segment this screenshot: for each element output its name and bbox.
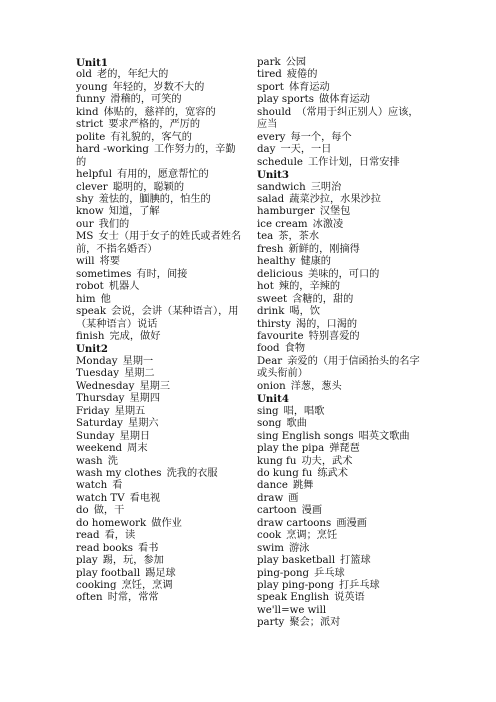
chinese-meaning: 健康的 xyxy=(300,256,331,268)
chinese-meaning: 工作计划，日常安排 xyxy=(308,156,400,168)
english-word: thirsty xyxy=(257,318,291,330)
vocab-entry xyxy=(257,493,423,505)
chinese-meaning: 练武术 xyxy=(317,467,348,479)
english-word: sometimes xyxy=(76,268,132,280)
chinese-meaning: 烹饪，烹调 xyxy=(121,580,173,592)
unit-title: Unit1 xyxy=(76,57,108,69)
english-word: finish xyxy=(76,330,105,342)
english-word: Friday xyxy=(76,405,110,417)
vocab-entry xyxy=(76,580,242,592)
chinese-meaning: 含糖的，甜的 xyxy=(292,293,354,305)
vocab-entry xyxy=(76,269,242,281)
chinese-meaning: 公园 xyxy=(285,57,307,68)
english-word: Sunday xyxy=(76,430,115,442)
chinese-meaning: 时常，常常 xyxy=(107,592,159,604)
unit-heading xyxy=(76,343,242,355)
chinese-meaning: 体贴的，慈祥的，宽容的 xyxy=(103,106,216,118)
vocab-entry xyxy=(257,82,423,94)
english-word: favourite xyxy=(257,330,304,342)
vocab-entry xyxy=(257,219,423,231)
chinese-meaning: 他 xyxy=(100,293,111,305)
chinese-meaning: 机器人 xyxy=(108,281,140,293)
vocab-entry xyxy=(76,592,242,604)
vocab-entry xyxy=(76,381,242,393)
english-word: cooking xyxy=(76,580,117,592)
english-word: sing English songs xyxy=(257,430,354,442)
chinese-meaning: 会说，会讲（某种语言），用（某种语言）说话 xyxy=(76,306,239,330)
english-word: kind xyxy=(76,106,99,118)
chinese-meaning: 游泳 xyxy=(288,542,310,554)
chinese-meaning: 画漫画 xyxy=(336,517,367,529)
chinese-meaning: 说英语 xyxy=(334,592,365,604)
vocab-entry xyxy=(76,119,242,131)
chinese-meaning: 洗 xyxy=(107,455,118,467)
vocab-entry xyxy=(257,94,423,106)
right-vocab-column xyxy=(257,57,423,630)
english-word: play sports xyxy=(257,94,314,106)
english-word: play football xyxy=(76,567,141,579)
vocab-entry xyxy=(257,244,423,256)
english-word: Dear xyxy=(257,355,283,367)
vocab-entry xyxy=(76,555,242,567)
chinese-meaning: 要求严格的，严厉的 xyxy=(108,119,201,131)
english-word: draw xyxy=(257,492,284,504)
unit-heading xyxy=(257,393,423,405)
vocab-entry xyxy=(257,480,423,492)
english-word: polite xyxy=(76,131,106,143)
english-word: ping-pong xyxy=(257,567,310,579)
vocab-entry xyxy=(257,468,423,480)
vocab-entry xyxy=(257,281,423,293)
vocab-entry xyxy=(257,69,423,81)
vocab-entry xyxy=(76,132,242,144)
english-word: kung fu xyxy=(257,455,297,467)
chinese-meaning: 三明治 xyxy=(310,181,342,193)
vocab-entry xyxy=(257,518,423,530)
english-word: salad xyxy=(257,193,285,205)
vocab-entry xyxy=(76,306,242,331)
vocab-entry xyxy=(76,431,242,443)
vocab-entry xyxy=(76,493,242,505)
chinese-meaning: 知道，了解 xyxy=(108,206,160,218)
chinese-meaning: 茶，茶水 xyxy=(278,231,320,243)
vocab-entry xyxy=(257,182,423,194)
english-word: read books xyxy=(76,542,133,554)
chinese-meaning: 功夫，武术 xyxy=(301,455,353,467)
chinese-meaning: 体育运动 xyxy=(288,81,330,93)
english-word: swim xyxy=(257,542,284,554)
chinese-meaning: 做作业 xyxy=(151,517,182,529)
vocab-entry xyxy=(76,194,242,206)
english-word: delicious xyxy=(257,268,303,280)
vocab-entry xyxy=(257,605,423,617)
vocab-entry xyxy=(257,592,423,604)
vocab-entry xyxy=(76,518,242,530)
chinese-meaning: 打乒乓球 xyxy=(338,580,380,592)
english-word: wash xyxy=(76,455,103,467)
vocab-entry xyxy=(257,107,423,132)
english-word: shy xyxy=(76,193,94,205)
english-word: MS xyxy=(76,231,94,243)
vocab-entry xyxy=(257,294,423,306)
unit-title: Unit3 xyxy=(257,169,289,182)
english-word: old xyxy=(76,69,92,81)
english-word: hamburger xyxy=(257,206,315,218)
english-word: every xyxy=(257,131,286,143)
vocab-entry xyxy=(257,431,423,443)
vocab-entry xyxy=(257,530,423,542)
english-word: drink xyxy=(257,306,285,318)
chinese-meaning: 做，干 xyxy=(93,505,125,517)
english-word: we'll=we will xyxy=(257,604,327,616)
vocab-entry xyxy=(257,57,423,69)
vocab-entry xyxy=(76,231,242,256)
chinese-meaning: 唱英文歌曲 xyxy=(358,430,410,442)
chinese-meaning: 老的，年纪大的 xyxy=(97,69,169,81)
english-word: our xyxy=(76,218,94,230)
english-word: schedule xyxy=(257,156,303,168)
chinese-meaning: 做体育运动 xyxy=(319,94,370,106)
vocab-entry xyxy=(257,505,423,517)
chinese-meaning: 疲倦的 xyxy=(286,69,318,81)
vocab-entry xyxy=(76,505,242,517)
english-word: hard -working xyxy=(76,144,149,156)
english-word: song xyxy=(257,418,282,430)
vocab-entry xyxy=(76,182,242,194)
chinese-meaning: 辣的，辛辣的 xyxy=(278,281,341,293)
chinese-meaning: 年轻的，岁数不大的 xyxy=(112,81,205,93)
chinese-meaning: 漫画 xyxy=(301,505,323,517)
vocab-entry xyxy=(257,269,423,281)
vocab-entry xyxy=(257,555,423,567)
chinese-meaning: 洋葱，葱头 xyxy=(290,380,342,392)
vocab-entry xyxy=(76,69,242,81)
vocab-entry xyxy=(76,82,242,94)
vocab-entry xyxy=(257,568,423,580)
english-word: day xyxy=(257,144,276,156)
vocab-entry xyxy=(76,443,242,455)
vocab-entry xyxy=(76,281,242,293)
vocab-entry xyxy=(257,256,423,268)
vocab-entry xyxy=(76,468,242,480)
english-word: cook xyxy=(257,530,282,542)
english-word: draw cartoons xyxy=(257,517,332,529)
vocab-entry xyxy=(76,543,242,555)
english-word: onion xyxy=(257,380,286,392)
english-word: speak English xyxy=(257,592,330,604)
english-word: fresh xyxy=(257,243,284,255)
english-word: sandwich xyxy=(257,181,306,193)
english-word: speak xyxy=(76,306,107,318)
vocab-entry xyxy=(76,393,242,405)
vocab-entry xyxy=(76,219,242,231)
english-word: robot xyxy=(76,281,104,293)
english-word: strict xyxy=(76,119,104,131)
vocab-entry xyxy=(76,568,242,580)
chinese-meaning: 一天，一日 xyxy=(280,144,332,156)
chinese-meaning: 踢，玩，参加 xyxy=(102,555,164,567)
chinese-meaning: 跳舞 xyxy=(293,480,314,492)
vocab-entry xyxy=(257,617,423,629)
english-word: Thursday xyxy=(76,393,125,405)
vocab-entry xyxy=(76,406,242,418)
english-word: Wednesday xyxy=(76,380,135,392)
chinese-meaning: 聪明的，聪颖的 xyxy=(112,181,185,193)
english-word: food xyxy=(257,343,280,355)
chinese-meaning: 我们的 xyxy=(98,218,130,230)
vocab-entry xyxy=(257,132,423,144)
vocab-entry xyxy=(76,169,242,181)
vocab-entry xyxy=(257,443,423,455)
chinese-meaning: 星期一 xyxy=(122,355,154,367)
vocab-entry xyxy=(257,580,423,592)
english-word: Monday xyxy=(76,355,118,367)
english-word: do kung fu xyxy=(257,467,313,479)
chinese-meaning: 女士（用于女子的姓氏或者姓名前，不指名婚否） xyxy=(76,231,242,255)
english-word: clever xyxy=(76,181,108,193)
chinese-meaning: 有用的，愿意帮忙的 xyxy=(117,169,209,181)
chinese-meaning: 冰激凌 xyxy=(312,218,344,230)
english-word: should xyxy=(257,106,292,118)
unit-title: Unit4 xyxy=(257,393,289,406)
chinese-meaning: 新鲜的，刚摘得 xyxy=(288,243,360,255)
vocab-entry xyxy=(76,94,242,106)
english-word: play basketball xyxy=(257,555,336,567)
chinese-meaning: 蔬菜沙拉，水果沙拉 xyxy=(289,193,381,205)
chinese-meaning: 烹调；烹饪 xyxy=(286,530,338,542)
unit-heading xyxy=(76,57,242,69)
english-word: funny xyxy=(76,94,106,106)
english-word: hot xyxy=(257,281,274,293)
vocab-entry xyxy=(257,381,423,393)
chinese-meaning: 洗我的衣服 xyxy=(166,467,218,479)
vocab-entry xyxy=(257,319,423,331)
vocab-entry xyxy=(257,356,423,381)
english-word: ice cream xyxy=(257,218,308,230)
chinese-meaning: 星期日 xyxy=(119,430,151,442)
chinese-meaning: 看书 xyxy=(138,542,159,554)
chinese-meaning: 完成，做好 xyxy=(109,330,161,342)
chinese-meaning: 有礼貌的，客气的 xyxy=(110,131,192,143)
vocab-entry xyxy=(76,418,242,430)
vocab-entry xyxy=(76,456,242,468)
english-word: often xyxy=(76,592,103,604)
vocab-entry xyxy=(76,331,242,343)
chinese-meaning: 歌曲 xyxy=(286,418,307,430)
vocab-entry xyxy=(257,343,423,355)
vocab-entry xyxy=(257,331,423,343)
chinese-meaning: 星期五 xyxy=(114,405,146,417)
chinese-meaning: 星期六 xyxy=(128,418,159,430)
chinese-meaning: 滑稽的，可笑的 xyxy=(110,94,182,106)
chinese-meaning: 星期三 xyxy=(139,380,171,392)
chinese-meaning: 打篮球 xyxy=(340,555,371,567)
vocab-entry xyxy=(76,356,242,368)
chinese-meaning: 周末 xyxy=(127,443,148,455)
english-word: sing xyxy=(257,405,279,417)
chinese-meaning: 有时，间接 xyxy=(136,268,188,280)
chinese-meaning: 看电视 xyxy=(129,492,161,504)
chinese-meaning: 美味的，可口的 xyxy=(308,268,380,280)
chinese-meaning: 每一个，每个 xyxy=(290,131,352,143)
chinese-meaning: 星期四 xyxy=(129,393,161,405)
english-word: young xyxy=(76,81,108,93)
chinese-meaning: 聚会；派对 xyxy=(289,617,341,629)
chinese-meaning: 食物 xyxy=(284,343,306,355)
chinese-meaning: 亲爱的（用于信函抬头的名字或头衔前） xyxy=(257,355,420,380)
vocab-entry xyxy=(257,194,423,206)
english-word: helpful xyxy=(76,169,112,181)
chinese-meaning: 画 xyxy=(288,492,299,504)
vocab-entry xyxy=(76,368,242,380)
vocab-entry xyxy=(76,256,242,268)
vocab-entry xyxy=(76,294,242,306)
english-word: will xyxy=(76,256,95,268)
english-word: read xyxy=(76,530,100,542)
vocab-entry xyxy=(257,306,423,318)
unit-heading xyxy=(257,169,423,181)
english-word: tired xyxy=(257,69,282,81)
english-word: weekend xyxy=(76,443,123,455)
english-word: do xyxy=(76,505,89,517)
english-word: healthy xyxy=(257,256,296,268)
vocab-entry xyxy=(76,206,242,218)
chinese-meaning: 唱，唱歌 xyxy=(283,405,325,417)
english-word: tea xyxy=(257,231,274,243)
chinese-meaning: 渴的，口渴的 xyxy=(295,318,358,330)
vocab-entry xyxy=(257,406,423,418)
english-word: sport xyxy=(257,81,284,93)
vocab-entry xyxy=(257,456,423,468)
vocab-entry xyxy=(257,543,423,555)
english-word: watch TV xyxy=(76,492,125,504)
chinese-meaning: 看，读 xyxy=(104,530,136,542)
chinese-meaning: 将要 xyxy=(99,256,120,268)
english-word: play xyxy=(76,555,98,567)
unit-title: Unit2 xyxy=(76,343,108,356)
vocab-entry xyxy=(257,418,423,430)
vocab-entry xyxy=(76,144,242,169)
english-word: dance xyxy=(257,480,288,492)
chinese-meaning: 工作努力的，辛勤的 xyxy=(76,144,236,168)
english-word: cartoon xyxy=(257,505,297,517)
chinese-meaning: 乒乓球 xyxy=(314,567,345,579)
chinese-meaning: （常用于纠正别人）应该，应当 xyxy=(257,106,419,131)
vocab-entry xyxy=(257,206,423,218)
vocab-entry xyxy=(257,157,423,169)
chinese-meaning: 踢足球 xyxy=(145,567,176,579)
english-word: know xyxy=(76,206,104,218)
vocab-entry xyxy=(76,107,242,119)
chinese-meaning: 喝，饮 xyxy=(289,306,321,318)
vocab-entry xyxy=(257,231,423,243)
english-word: Saturday xyxy=(76,418,123,430)
vocab-entry xyxy=(257,144,423,156)
chinese-meaning: 汉堡包 xyxy=(319,206,351,218)
english-word: him xyxy=(76,293,96,305)
english-word: Tuesday xyxy=(76,368,119,380)
english-word: watch xyxy=(76,480,108,492)
english-word: park xyxy=(257,57,281,68)
english-word: do homework xyxy=(76,517,147,529)
vocab-entry xyxy=(76,530,242,542)
english-word: party xyxy=(257,617,285,629)
chinese-meaning: 弹琵琶 xyxy=(329,443,360,455)
vocab-entry xyxy=(76,480,242,492)
chinese-meaning: 星期二 xyxy=(124,368,155,380)
left-vocab-column xyxy=(76,57,242,605)
english-word: play the pipa xyxy=(257,443,325,455)
chinese-meaning: 羞怯的，腼腆的，怕生的 xyxy=(98,193,211,205)
english-word: play ping-pong xyxy=(257,580,334,592)
chinese-meaning: 特别喜爱的 xyxy=(308,330,360,342)
english-word: wash my clothes xyxy=(76,467,162,479)
chinese-meaning: 看 xyxy=(112,480,123,492)
english-word: sweet xyxy=(257,293,288,305)
